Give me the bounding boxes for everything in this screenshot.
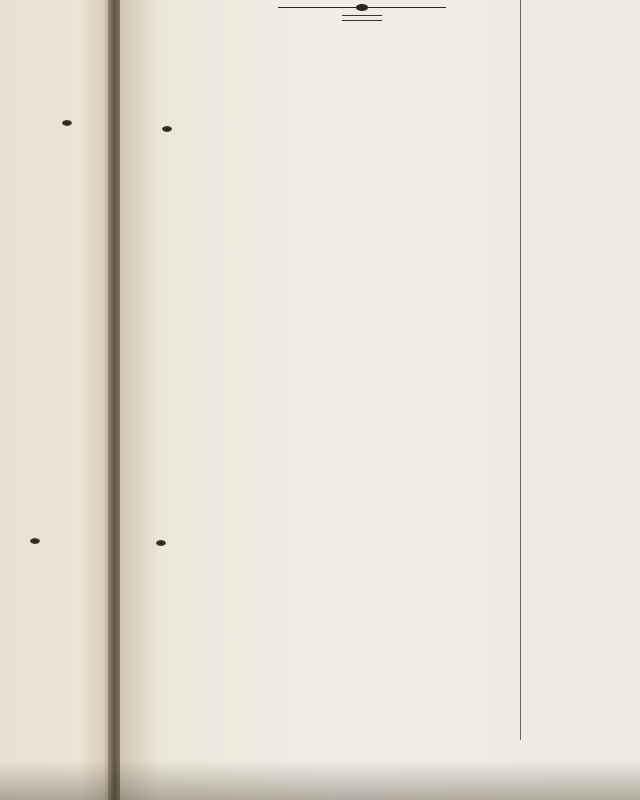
page-shadow — [0, 760, 640, 800]
binding-hole — [156, 540, 166, 546]
left-page — [0, 0, 112, 800]
section-divider — [208, 4, 516, 12]
binding-hole — [162, 126, 172, 132]
binding-hole — [62, 120, 72, 126]
column-divider — [520, 0, 521, 740]
binding-hole — [30, 538, 40, 544]
article-column — [208, 0, 516, 25]
right-page — [120, 0, 640, 800]
title-rule — [342, 15, 382, 16]
byline-rule — [342, 20, 382, 21]
